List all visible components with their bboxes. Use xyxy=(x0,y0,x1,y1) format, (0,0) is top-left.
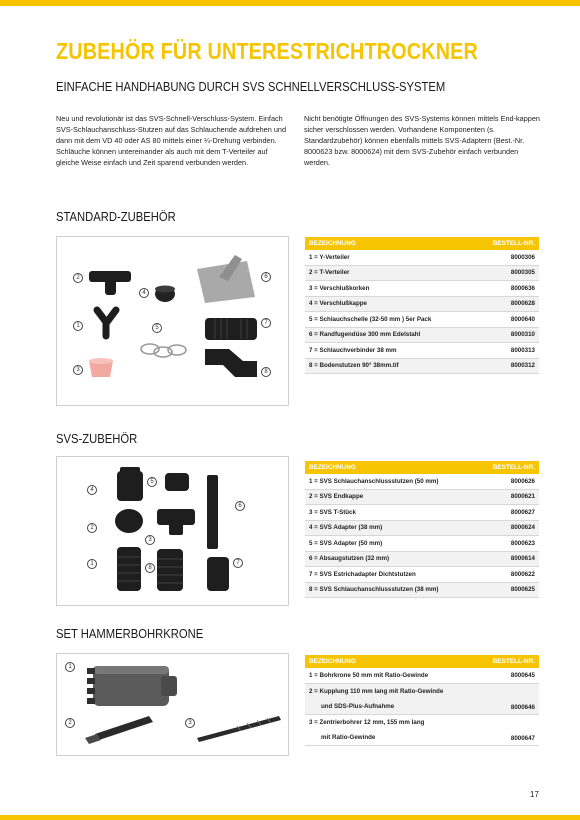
table-header xyxy=(305,655,539,668)
col-header-nr: BESTELL-NR. xyxy=(492,464,535,471)
item-nr: 8000636 xyxy=(510,284,535,292)
item-nr-cell xyxy=(511,715,535,745)
item-nr: 8000628 xyxy=(510,300,535,308)
col-header-name: BEZEICHNUNG xyxy=(309,240,356,247)
col-header-nr: BESTELL-NR. xyxy=(492,240,535,247)
page-subtitle: EINFACHE HANDHABUNG DURCH SVS SCHNELLVERSCHLUSS-SYSTEM xyxy=(56,80,446,94)
standard-accessories-table xyxy=(305,237,539,374)
marker-6: 6 xyxy=(235,501,245,511)
svs-accessories-image xyxy=(56,456,289,606)
item-nr: 8000306 xyxy=(510,253,535,261)
table-row xyxy=(305,567,539,583)
item-name: 5 = SVS Adapter (50 mm) xyxy=(309,539,383,547)
marker-3: 3 xyxy=(73,365,83,375)
table-row xyxy=(305,359,539,375)
marker-3: 3 xyxy=(185,718,195,728)
item-name: 3 = Zentrierbohrer 12 mm, 155 mm lang xyxy=(309,718,425,726)
table-row xyxy=(305,521,539,537)
marker-7: 7 xyxy=(261,318,271,328)
marker-7: 7 xyxy=(233,558,243,568)
marker-5: 5 xyxy=(147,477,157,487)
marker-2: 2 xyxy=(87,523,97,533)
item-nr: 8000625 xyxy=(510,586,535,594)
marker-2: 2 xyxy=(65,718,75,728)
table-row xyxy=(305,343,539,359)
section-heading-standard: STANDARD-ZUBEHÖR xyxy=(56,210,176,224)
table-row xyxy=(305,281,539,297)
item-name: 2 = T-Verteiler xyxy=(309,269,350,277)
marker-5: 5 xyxy=(152,323,162,333)
standard-accessories-illustration xyxy=(57,237,290,407)
table-row xyxy=(305,328,539,344)
marker-6: 6 xyxy=(261,272,271,282)
item-nr: 8000624 xyxy=(510,524,535,532)
item-name: 2 = SVS Endkappe xyxy=(309,493,364,501)
item-nr: 8000614 xyxy=(510,555,535,563)
item-nr: 8000621 xyxy=(510,493,535,501)
item-nr: 8000646 xyxy=(510,703,535,711)
item-nr: 8000305 xyxy=(510,269,535,277)
item-nr: 8000647 xyxy=(510,734,535,742)
col-header-name: BEZEICHNUNG xyxy=(309,658,356,665)
svs-accessories-table xyxy=(305,461,539,598)
intro-text-right: Nicht benötigte Öffnungen des SVS-Systems können mittels End-kappen sicher verschlossen werden. Vorhandene Komponenten (s. Standardzubehör) können ebenfalls mittels SVS-Adaptern (Best.-Nr. 8000623 bzw. 8000624) mit dem SVS-Zubehör einfach verbunden werden. xyxy=(304,114,540,167)
table-row xyxy=(305,715,539,746)
marker-3: 3 xyxy=(145,535,155,545)
item-nr: 8000640 xyxy=(510,315,535,323)
table-row xyxy=(305,250,539,266)
item-name: 1 = Y-Verteiler xyxy=(309,253,350,261)
standard-accessories-image xyxy=(56,236,289,406)
marker-1: 1 xyxy=(65,662,75,672)
marker-4: 4 xyxy=(139,288,149,298)
table-row xyxy=(305,583,539,599)
table-row xyxy=(305,312,539,328)
section-heading-hammer: SET HAMMERBOHRKRONE xyxy=(56,627,204,641)
marker-1: 1 xyxy=(87,559,97,569)
item-name: 7 = Schlauchverbinder 38 mm xyxy=(309,346,397,354)
item-name: 3 = Verschlußkorken xyxy=(309,284,370,292)
table-row xyxy=(305,490,539,506)
col-header-name: BEZEICHNUNG xyxy=(309,464,356,471)
table-row xyxy=(305,505,539,521)
item-name: 1 = Bohrkrone 50 mm mit Ratio-Gewinde xyxy=(309,671,429,679)
table-row xyxy=(305,474,539,490)
hammer-set-image xyxy=(56,653,289,756)
item-nr-cell xyxy=(511,684,535,714)
item-name: 4 = SVS Adapter (38 mm) xyxy=(309,524,383,532)
item-name-line2: und SDS-Plus-Aufnahme xyxy=(321,702,395,710)
item-nr: 8000310 xyxy=(510,331,535,339)
item-name: 7 = SVS Estrichadapter Dichtstutzen xyxy=(309,570,416,578)
item-nr: 8000312 xyxy=(510,362,535,370)
marker-1: 1 xyxy=(73,321,83,331)
item-name: 4 = Verschlußkappe xyxy=(309,300,367,308)
hammer-set-table xyxy=(305,655,539,746)
marker-8: 8 xyxy=(261,367,271,377)
table-row xyxy=(305,668,539,684)
item-nr: 8000626 xyxy=(510,477,535,485)
item-name-cell xyxy=(309,684,443,714)
top-accent-bar xyxy=(0,0,580,6)
item-nr: 8000627 xyxy=(510,508,535,516)
item-nr: 8000622 xyxy=(510,570,535,578)
item-nr: 8000313 xyxy=(510,346,535,354)
item-name-cell xyxy=(309,715,424,745)
marker-8: 8 xyxy=(145,563,155,573)
section-heading-svs: SVS-ZUBEHÖR xyxy=(56,432,138,446)
item-nr: 8000645 xyxy=(510,671,535,679)
hammer-set-illustration xyxy=(57,654,290,757)
table-row xyxy=(305,684,539,715)
marker-4: 4 xyxy=(87,485,97,495)
table-header xyxy=(305,461,539,474)
item-name: 8 = Bodenstutzen 90° 38mm.tif xyxy=(309,362,399,370)
table-row xyxy=(305,297,539,313)
item-name: 1 = SVS Schlauchanschlussstutzen (50 mm) xyxy=(309,477,439,485)
item-name: 2 = Kupplung 110 mm lang mit Ratio-Gewinde xyxy=(309,687,444,695)
page-number: 17 xyxy=(530,790,539,799)
table-header xyxy=(305,237,539,250)
table-row xyxy=(305,536,539,552)
page-title: ZUBEHÖR FÜR UNTERESTRICHTROCKNER xyxy=(56,38,478,64)
item-name: 3 = SVS T-Stück xyxy=(309,508,356,516)
marker-2: 2 xyxy=(73,273,83,283)
col-header-nr: BESTELL-NR. xyxy=(492,658,535,665)
item-name: 6 = Absaugstutzen (32 mm) xyxy=(309,555,390,563)
item-name-line2: mit Ratio-Gewinde xyxy=(321,733,376,741)
table-row xyxy=(305,266,539,282)
item-name: 6 = Randfugendüse 300 mm Edelstahl xyxy=(309,331,421,339)
item-name: 8 = SVS Schlauchanschlussstutzen (38 mm) xyxy=(309,586,439,594)
intro-text-left: Neu und revolutionär ist das SVS-Schnell-Verschluss-System. Einfach SVS-Schlauchanschluss-Stutzen auf das Schlauchende aufdrehen und dann mit dem VD 40 oder AS 80 mittels einer ¼-Drehung verbinden. Schläuche können untereinander als auch mit dem T-Verteiler auf gleiche Weise einfach und Zeit sparend verbunden werden. xyxy=(56,114,287,167)
item-nr: 8000623 xyxy=(510,539,535,547)
item-name: 5 = Schlauchschelle (32-50 mm ) 5er Pack xyxy=(309,315,432,323)
table-row xyxy=(305,552,539,568)
bottom-accent-bar xyxy=(0,815,580,820)
